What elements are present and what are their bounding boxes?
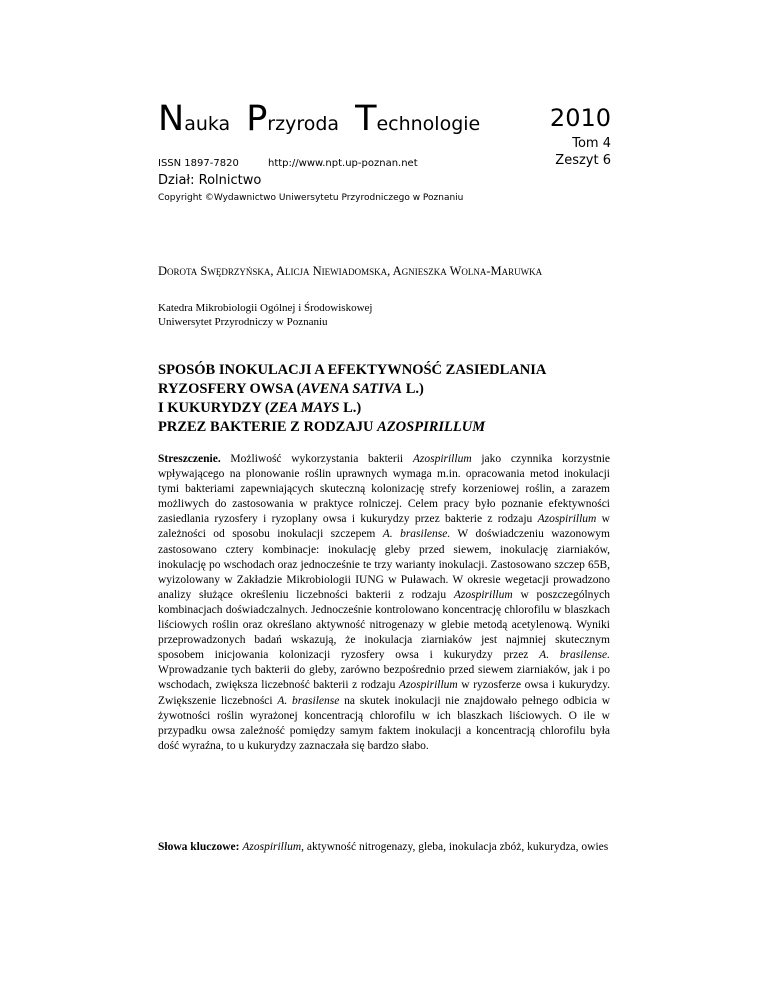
abstract-italic: A. brasilense. [539,649,610,662]
abstract-italic: A. brasilense. [382,528,451,541]
journal-title-rest-3: echnologie [376,113,481,135]
abstract-text: na skutek inokulacji nie znajdowało pełnego odbicia w żywotności roślin wyrażonej koncentracją chlorofilu w ich blaszkach liściowych. O ile w przypadku owsa zależność pomiędzy samym faktem inokulacji a koncentracją chlorofilu była dość wyraźna, to u kukurydzy zaznaczała się bardzo słabo. [158,694,610,752]
article-title-line-2 [158,381,618,398]
abstract-text: w poszczególnych kombinacjach doświadczalnych. Jednocześnie kontrolowano koncentrację chlorofilu w blaszkach liściowych roślin oraz określano aktywność nitrogenazy w glebie metodą acetylenową. Wyniki przeprowadzonych badań wskazują, że inokulacja ziarniaków jest najmniej skutecznym sposobem inicjowania kolonizacji ryzosfery owsa i kukurydzy przez [158,588,611,662]
abstract-italic: Azospirillum [537,513,597,526]
title-text: L.) [402,381,424,397]
abstract-text: W doświadczeniu wazonowym zastosowano cztery kombinacje: inokulację gleby przed siewem, inokulację ziarniaków, inokulację po wschodach oraz jednocześnie te trzy warianty inokulacji. Zastosowano szczep 65B, wyizolowany w Zakładzie Mikrobiologii IUNG w Puławach. W okresie wegetacji prowadzono analizy służące określeniu liczebności bakterii z rodzaju [158,528,610,601]
abstract-italic: A. brasilense [277,694,340,707]
abstract-paragraph [158,452,610,754]
abstract-text: Wprowadzanie tych bakterii do gleby, zarówno bezpośrednio przed siewem ziarniaków, jak i po wschodach, zwiększa liczebność bakterii z rodzaju [158,664,610,692]
abstract-italic: Azospirillum [453,588,513,601]
title-text: RYZOSFERY OWSA ( [158,381,302,397]
issn-number: ISSN 1897-7820 [158,158,239,169]
keyword-azospirillum: Azospirillum [242,841,302,853]
journal-title-initial-n: N [158,99,185,139]
abstract-italic: Azospirillum [412,453,472,465]
abstract-text: w ryzosferze owsa i kukurydzy. Zwiększenie liczebności [158,679,611,707]
article-title-line-1: SPOSÓB INOKULACJI A EFEKTYWNOŚĆ ZASIEDLANIA [158,362,547,378]
title-genus-azospirillum: AZOSPIRILLUM [377,419,486,435]
abstract-text: jako czynnika korzystnie wpływającego na plonowanie roślin uprawnych wymaga m.in. opracowania metod inokulacji tymi bakteriami zapewniających skuteczną kolonizację strefy korzeniowej roślin, a zarazem możliwych do zastosowania w praktyce rolniczej. Celem pracy było poznanie efektywności zasiedlania ryzosfery i ryzoplany owsa i kukurydzy przez bakterie z rodzaju [158,453,610,526]
title-species-avena: AVENA SATIVA [301,381,403,397]
title-text: I KUKURYDZY ( [158,400,270,416]
journal-title-initial-t: T [355,99,377,139]
keywords-label: Słowa kluczowe: [158,841,240,853]
affiliation-department: Katedra Mikrobiologii Ogólnej i Środowiskowej [158,302,373,314]
journal-title-rest-1: auka [184,113,231,135]
abstract-text: Możliwość wykorzystania bakterii [220,453,413,465]
publication-year: 2010 [549,104,611,132]
title-species-zea: ZEA MAYS [269,400,340,416]
journal-title-rest-2: rzyroda [267,113,340,135]
keywords-text: , aktywność nitrogenazy, gleba, inokulacja zbóż, kukurydza, owies [301,841,609,853]
section-label: Dział: Rolnictwo [158,173,262,188]
abstract-text: w zależności od sposobu inokulacji szczepem [158,513,610,541]
abstract-italic: Azospirillum [398,679,458,692]
author-list: Dorota Swędrzyńska, Alicja Niewiadomska, Agnieszka Wolna-Maruwka [158,264,543,278]
article-title-line-3 [158,400,618,417]
volume-number: Tom 4 [572,136,611,151]
issue-number: Zeszyt 6 [555,153,611,168]
keywords-line [158,841,618,853]
affiliation-university: Uniwersytet Przyrodniczy w Poznaniu [158,316,328,328]
title-text: PRZEZ BAKTERIE Z RODZAJU [158,419,378,435]
journal-title-initial-p: P [246,99,268,139]
title-text: L.) [339,400,362,416]
journal-title [158,99,481,139]
article-title-line-4 [158,419,618,436]
abstract-label: Streszczenie. [158,453,221,465]
copyright-notice: Copyright ©Wydawnictwo Uniwersytetu Przyrodniczego w Poznaniu [158,193,464,203]
journal-url-link[interactable]: http://www.npt.up-poznan.net [268,158,418,169]
